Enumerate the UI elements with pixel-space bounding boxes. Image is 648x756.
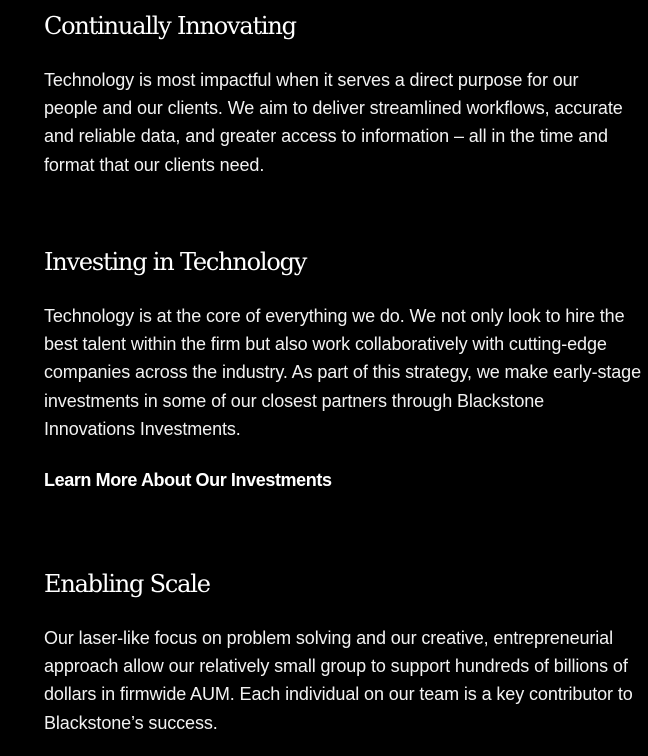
paragraph-line: format that our clients need. [44,154,265,175]
section-paragraph [44,302,642,443]
paragraph-line: dollars in firmwide AUM. Each individual on our team is a key contributor to [44,684,633,705]
paragraph-line: Our laser-like focus on problem solving and our creative, entrepreneurial [44,628,613,648]
paragraph-line: Blackstone’s success. [44,712,218,733]
paragraph-line: Technology is most impactful when it serves a direct purpose for our [44,70,579,90]
section-heading: Investing in Technology [44,248,307,276]
section-paragraph [44,66,624,179]
paragraph-line: Innovations Investments. [44,418,241,439]
paragraph-line: people and our clients. We aim to deliver streamlined workflows, accurate [44,98,623,119]
section-enabling-scale [44,569,633,737]
section-investing-in-technology [44,247,642,492]
paragraph-line: best talent within the firm but also work collaboratively with cutting-edge [44,334,607,355]
paragraph-line: approach allow our relatively small group to support hundreds of billions of [44,656,628,677]
section-heading: Continually Innovating [44,12,296,40]
paragraph-line: companies across the industry. As part of this strategy, we make early-stage [44,362,642,383]
learn-more-investments-link[interactable]: Learn More About Our Investments [44,470,332,491]
paragraph-line: Technology is at the core of everything we do. We not only look to hire the [44,306,625,326]
paragraph-line: and reliable data, and greater access to information – all in the time and [44,126,608,147]
section-continually-innovating [44,11,624,179]
paragraph-line: investments in some of our closest partners through Blackstone [44,390,545,411]
section-heading: Enabling Scale [44,570,210,598]
section-paragraph [44,624,633,737]
